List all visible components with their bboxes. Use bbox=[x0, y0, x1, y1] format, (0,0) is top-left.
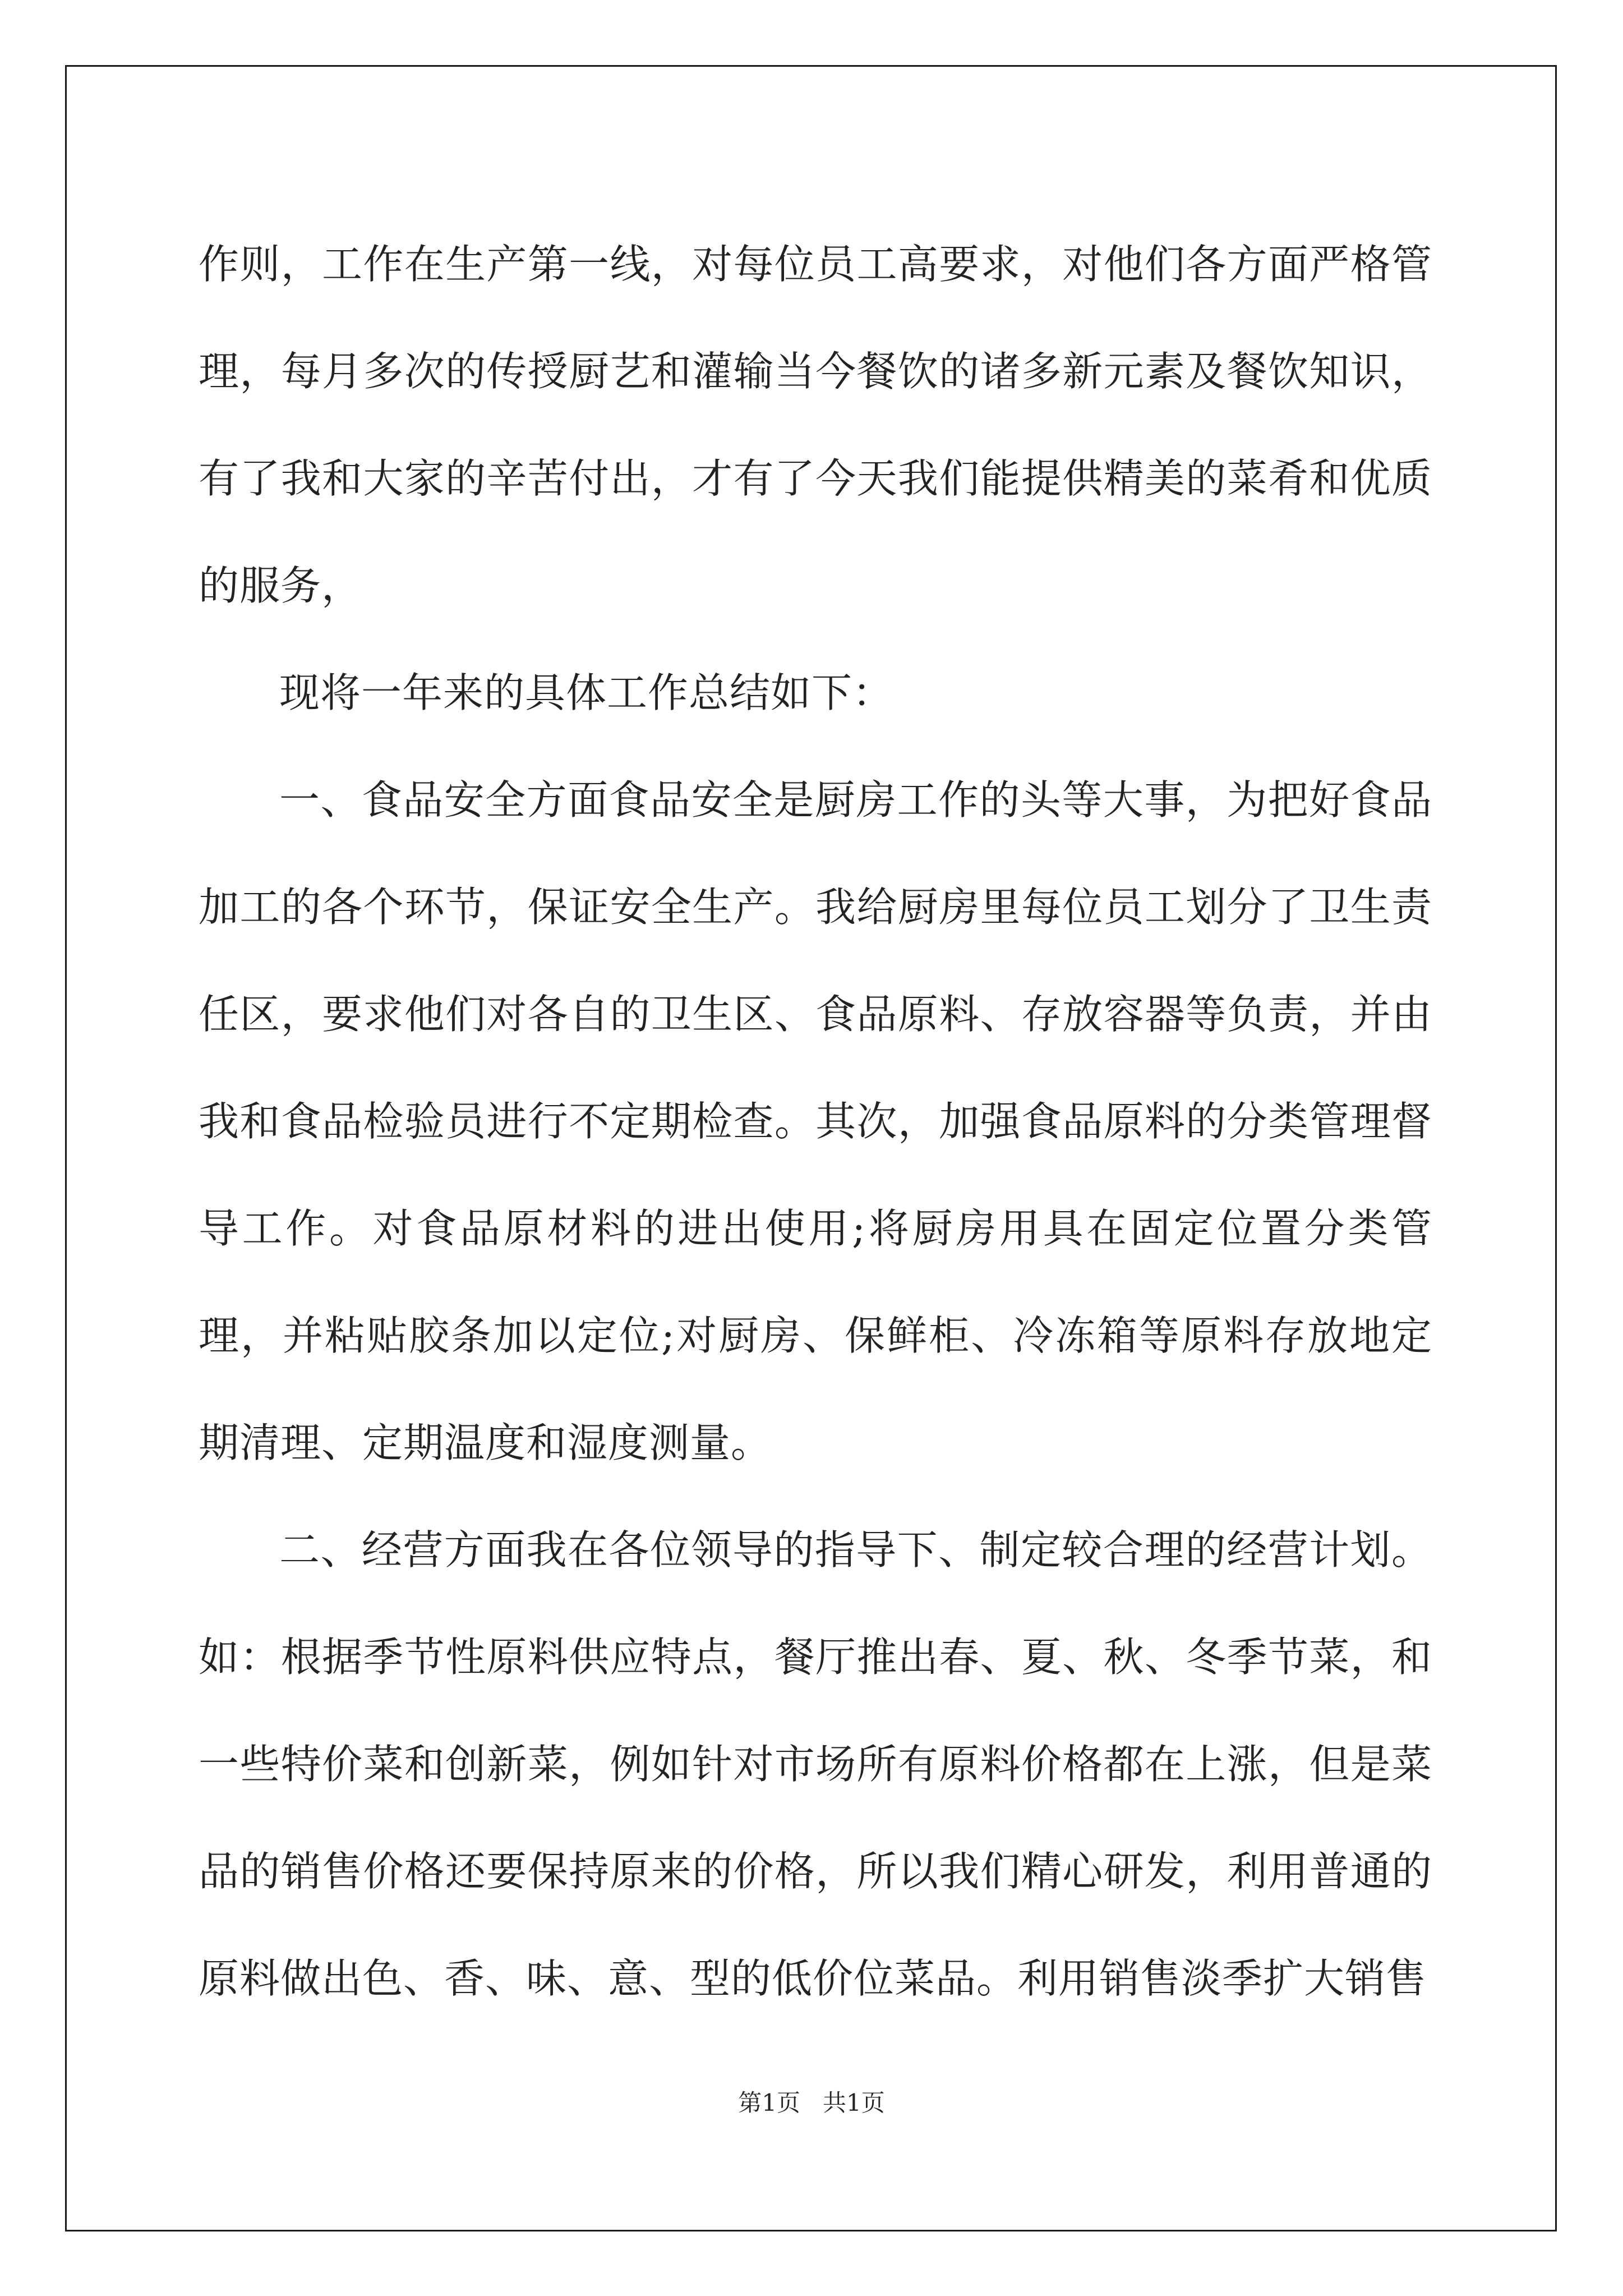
paragraph-operations: 二、经营方面我在各位领导的指导下、制定较合理的经营计划。如：根据季节性原料供应特点，餐厅推出春、夏、秋、冬季节菜，和一些特价菜和创新菜，例如针对市场所有原料价格都在上涨，但是菜品的销售价格还要保持原来的价格，所以我们精心研发，利用普通的原料做出色、香、味、意、型的低价位菜品。利用销售淡季扩大销售 bbox=[199, 1526, 1432, 2002]
paragraph-intro: 作则，工作在生产第一线，对每位员工高要求，对他们各方面严格管理，每月多次的传授厨艺和灌输当今餐饮的诸多新元素及餐饮知识，有了我和大家的辛苦付出，才有了今天我们能提供精美的菜肴和优质的服务， bbox=[199, 241, 1432, 609]
document-body bbox=[199, 211, 1432, 2032]
paragraph-food-safety: 一、食品安全方面食品安全是厨房工作的头等大事，为把好食品加工的各个环节，保证安全生产。我给厨房里每位员工划分了卫生责任区，要求他们对各自的卫生区、食品原料、存放容器等负责，并由我和食品检验员进行不定期检查。其次，加强食品原料的分类管理督导工作。对食品原材料的进出使用;将厨房用具在固定位置分类管理，并粘贴胶条加以定位;对厨房、保鲜柜、冷冻箱等原料存放地定期清理、定期温度和湿度测量。 bbox=[199, 776, 1432, 1466]
paragraph-summary-heading: 现将一年来的具体工作总结如下： bbox=[279, 669, 894, 716]
page-number-footer: 第1页 共1页 bbox=[738, 2089, 885, 2116]
